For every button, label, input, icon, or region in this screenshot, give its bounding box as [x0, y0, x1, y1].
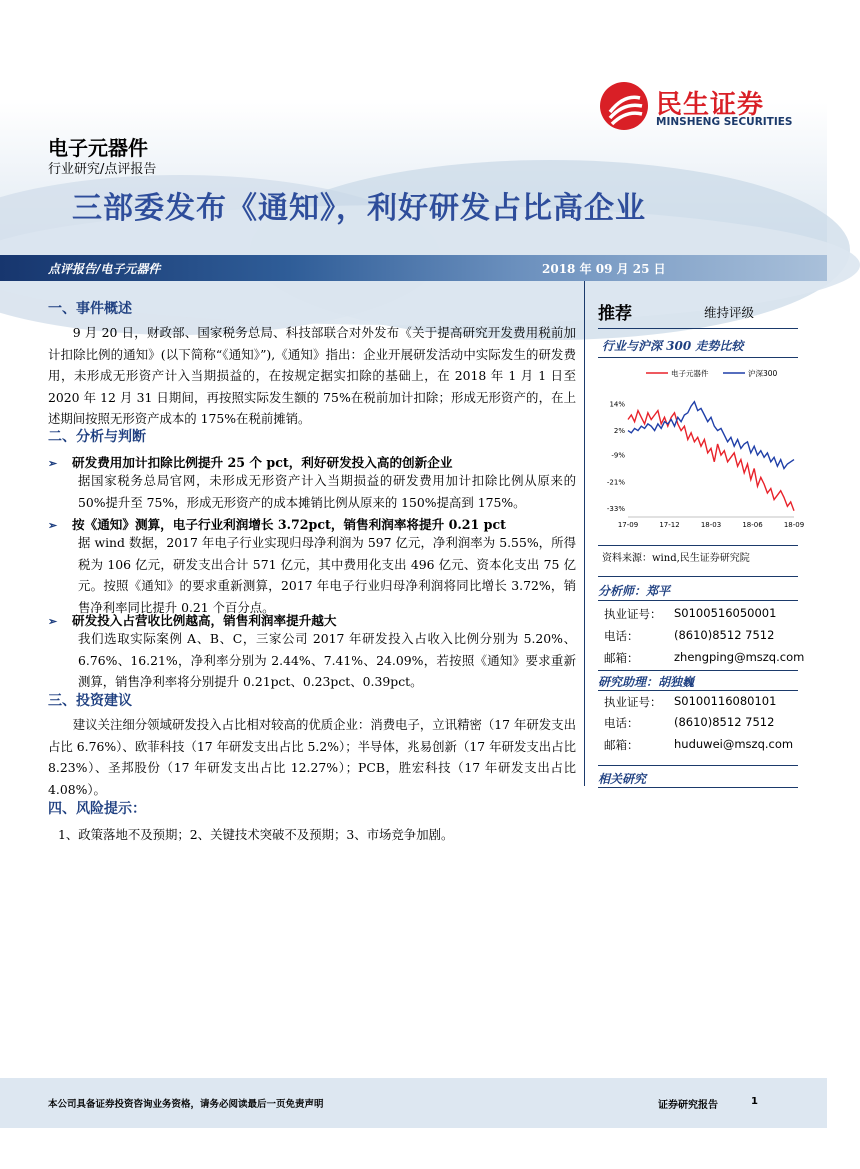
column-divider	[584, 281, 585, 786]
x-tick-label: 18-06	[742, 521, 763, 529]
divider	[598, 765, 798, 766]
report-band	[0, 255, 827, 281]
page-title: 三部委发布《通知》，利好研发占比高企业	[72, 191, 646, 226]
section-heading-investment: 三、投资建议	[48, 693, 132, 709]
chart-title: 行业与沪深 300 走势比较	[602, 339, 744, 353]
footer-label: 证券研究报告	[658, 1100, 718, 1111]
analyst-email[interactable]: zhengping@mszq.com	[674, 650, 805, 664]
series-line-index	[628, 402, 794, 469]
chart-source: 资料来源：wind,民生证券研究院	[602, 553, 750, 564]
assistant-email-label: 邮箱：	[604, 738, 639, 752]
report-header	[0, 0, 827, 255]
chart-legend	[646, 368, 778, 378]
analyst-phone: (8610)8512 7512	[674, 628, 775, 642]
y-tick-label: -33%	[606, 505, 625, 514]
divider	[598, 576, 798, 577]
y-tick-label: -9%	[611, 451, 625, 460]
analyst-heading: 分析师：郑平	[598, 584, 671, 598]
brand-name-en: MINSHENG SECURITIES	[656, 116, 793, 128]
y-tick-label: -21%	[606, 478, 625, 487]
legend-label-industry: 电子元器件	[671, 369, 709, 378]
series-line-industry	[628, 411, 794, 511]
assistant-phone-label: 电话：	[604, 716, 639, 730]
analysis-point-1-title: ➢ 研发费用加计扣除比例提升 25 个 pct，利好研发投入高的创新企业	[48, 455, 453, 470]
chart-series	[628, 402, 794, 511]
x-axis	[618, 517, 804, 529]
assistant-heading: 研究助理：胡独巍	[598, 675, 695, 689]
section-heading-overview: 一、事件概述	[48, 301, 132, 317]
divider	[598, 357, 798, 358]
assistant-license: S0100116080101	[674, 694, 777, 708]
divider	[598, 787, 798, 788]
report-date: 2018 年 09 月 25 日	[542, 262, 666, 276]
divider	[598, 545, 798, 546]
legend-label-index: 沪深300	[748, 369, 778, 378]
risk-paragraph: 1、政策落地不及预期；2、关键技术突破不及预期；3、市场竞争加剧。	[58, 827, 454, 842]
brand-logo	[600, 82, 800, 132]
analysis-point-3-title: ➢ 研发投入占营收比例越高，销售利润率提升越大	[48, 613, 337, 628]
band-category: 点评报告/电子元器件	[48, 262, 161, 276]
investment-paragraph: 建议关注细分领域研发投入占比相对较高的优质企业：消费电子，立讯精密（17 年研发支出占比 6.76%）、欧菲科技（17 年研发支出占比 5.2%）；半导体，兆易创新（17 年研发支出占比 8.23%）、圣邦股份（17 年研发支出占比 12.27%）；PCB，胜宏科技（17 年研发支出占比 4.08%）。	[48, 717, 576, 797]
page-footer	[0, 1078, 827, 1128]
x-tick-label: 17-09	[617, 521, 639, 529]
recommendation-label: 推荐	[598, 304, 632, 324]
divider	[598, 690, 798, 691]
divider	[598, 328, 798, 329]
x-tick-label: 17-12	[659, 521, 680, 529]
page-number: 1	[751, 1096, 758, 1107]
minsheng-logo-icon	[600, 82, 648, 130]
brand-name-zh: 民生证券	[656, 90, 765, 120]
analyst-license: S0100516050001	[674, 606, 777, 620]
x-tick-label: 18-03	[700, 521, 722, 529]
section-heading-risk: 四、风险提示：	[48, 801, 146, 817]
trend-chart	[598, 363, 805, 543]
analyst-license-label: 执业证号：	[604, 607, 662, 621]
divider	[598, 600, 798, 601]
arrow-bullet-icon: ➢	[48, 457, 58, 470]
section-heading-analysis: 二、分析与判断	[48, 429, 146, 445]
arrow-bullet-icon: ➢	[48, 615, 58, 628]
assistant-email[interactable]: huduwei@mszq.com	[674, 737, 794, 751]
divider	[598, 670, 798, 671]
y-tick-label: 2%	[613, 427, 625, 436]
analysis-point-1-body: 据国家税务总局官网，未形成无形资产计入当期损益的研发费用加计扣除比例从原来的 50%提升至 75%，形成无形资产的成本摊销比例从原来的 150%提高到 175%。	[78, 473, 576, 510]
recommendation-rating: 维持评级	[704, 305, 755, 320]
y-tick-label: 14%	[609, 400, 625, 409]
report-type: 行业研究/点评报告	[48, 162, 157, 177]
assistant-license-label: 执业证号：	[604, 695, 662, 709]
overview-paragraph: 9 月 20 日，财政部、国家税务总局、科技部联合对外发布《关于提高研究开发费用税前加计扣除比例的通知》(以下简称“《通知》”),《通知》指出：企业开展研发活动中实际发生的研发费用，未形成无形资产计入当期损益的，在按规定据实扣除的基础上，在 2018 年 1 月 1 日至 2020 年 12 月 31 日期间，再按照实际发生额的 75%在税前加计扣除；形成无形资产的，在上述期间按照无形资产成本的 175%在税前摊销。	[48, 325, 576, 426]
industry-name: 电子元器件	[48, 136, 148, 160]
analysis-point-2-body: 据 wind 数据，2017 年电子行业实现归母净利润为 597 亿元，净利润率为 5.55%，所得税为 106 亿元，研发支出合计 571 亿元，其中费用化支出 496 亿元、资本化支出 75 亿元。按照《通知》的要求重新测算，2017 年电子行业归母净利润将同比增长 3.72%，销售净利率同比提升 0.21 个百分点。	[78, 535, 576, 615]
analyst-phone-label: 电话：	[604, 629, 639, 643]
analysis-point-2-title: ➢ 按《通知》测算，电子行业利润增长 3.72pct，销售利润率将提升 0.21 pct	[48, 517, 506, 532]
footer-disclaimer: 本公司具备证券投资咨询业务资格，请务必阅读最后一页免责声明	[48, 1099, 324, 1110]
related-research-heading: 相关研究	[598, 772, 647, 786]
x-tick-label: 18-09	[783, 521, 805, 529]
arrow-bullet-icon: ➢	[48, 519, 58, 532]
analysis-point-3-body: 我们选取实际案例 A、B、C，三家公司 2017 年研发投入占收入比例分别为 5.20%、6.76%、16.21%，净利率分别为 2.44%、7.41%、24.09%，若按照《通知》要求重新测算，销售净利率将分别提升 0.21pct、0.23pct、0.39pct。	[78, 631, 576, 689]
y-axis	[607, 400, 625, 513]
assistant-phone: (8610)8512 7512	[674, 715, 775, 729]
analyst-email-label: 邮箱：	[604, 651, 639, 665]
